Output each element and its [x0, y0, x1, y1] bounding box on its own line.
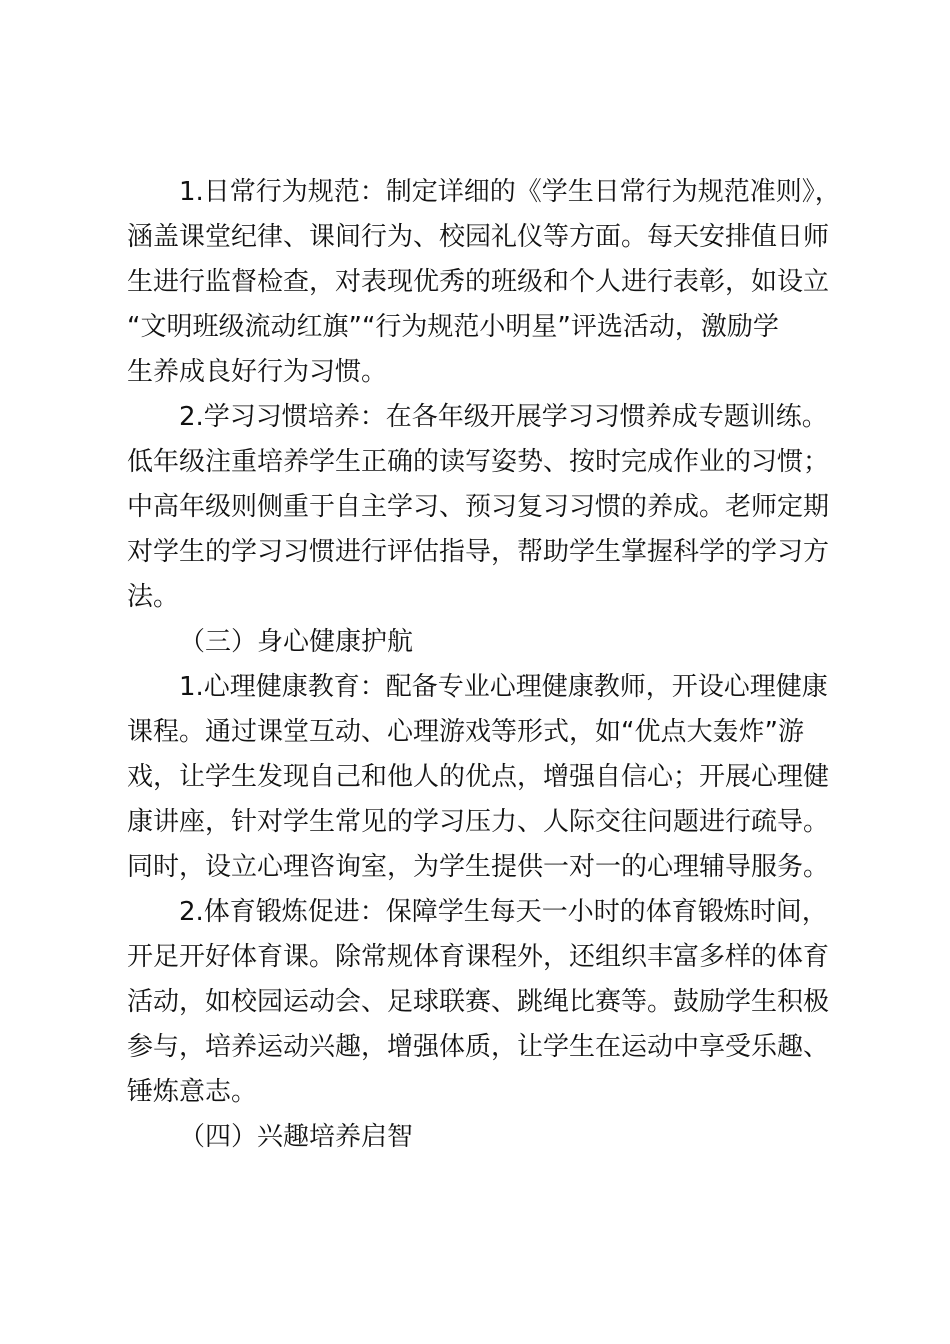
text-line: 同时，设立心理咨询室，为学生提供一对一的心理辅导服务。 — [127, 852, 830, 882]
paragraph-physical-exercise — [127, 890, 839, 1115]
text-line: 2.体育锻炼促进：保障学生每天一小时的体育锻炼时间， — [179, 897, 828, 927]
text-line: 开足开好体育课。除常规体育课程外，还组织丰富多样的体育 — [127, 942, 830, 972]
paragraph-mental-health — [127, 665, 839, 890]
text-line: 生养成良好行为习惯。 — [127, 357, 388, 387]
text-line: 中高年级则侧重于自主学习、预习复习习惯的养成。老师定期 — [127, 492, 830, 522]
text-line: 康讲座，针对学生常见的学习压力、人际交往问题进行疏导。 — [127, 807, 830, 837]
text-line: 生进行监督检查，对表现优秀的班级和个人进行表彰，如设立 — [127, 267, 830, 297]
text-line: 涵盖课堂纪律、课间行为、校园礼仪等方面。每天安排值日师 — [127, 222, 830, 252]
paragraph-study-habits — [127, 395, 839, 620]
text-line: “文明班级流动红旗”“行为规范小明星”评选活动，激励学 — [127, 312, 779, 342]
text-line: 对学生的学习习惯进行评估指导，帮助学生掌握科学的学习方 — [127, 537, 830, 567]
section-heading-four: （四）兴趣培养启智 — [179, 1122, 414, 1152]
text-line: 锤炼意志。 — [127, 1077, 258, 1107]
paragraph-daily-behavior — [127, 170, 839, 395]
text-line: 1.日常行为规范：制定详细的《学生日常行为规范准则》， — [179, 177, 841, 207]
text-line: 法。 — [127, 582, 180, 612]
section-heading-three: （三）身心健康护航 — [179, 627, 414, 657]
text-line: 参与，培养运动兴趣，增强体质，让学生在运动中享受乐趣、 — [127, 1032, 830, 1062]
text-line: 2.学习习惯培养：在各年级开展学习习惯养成专题训练。 — [179, 402, 828, 432]
text-line: 1.心理健康教育：配备专业心理健康教师，开设心理健康 — [179, 672, 828, 702]
text-line: 活动，如校园运动会、足球联赛、跳绳比赛等。鼓励学生积极 — [127, 987, 830, 1017]
text-line: 戏，让学生发现自己和他人的优点，增强自信心；开展心理健 — [127, 762, 830, 792]
text-line: 低年级注重培养学生正确的读写姿势、按时完成作业的习惯； — [127, 447, 830, 477]
text-line: 课程。通过课堂互动、心理游戏等形式，如“优点大轰炸”游 — [127, 717, 804, 747]
document-body — [127, 170, 839, 1160]
